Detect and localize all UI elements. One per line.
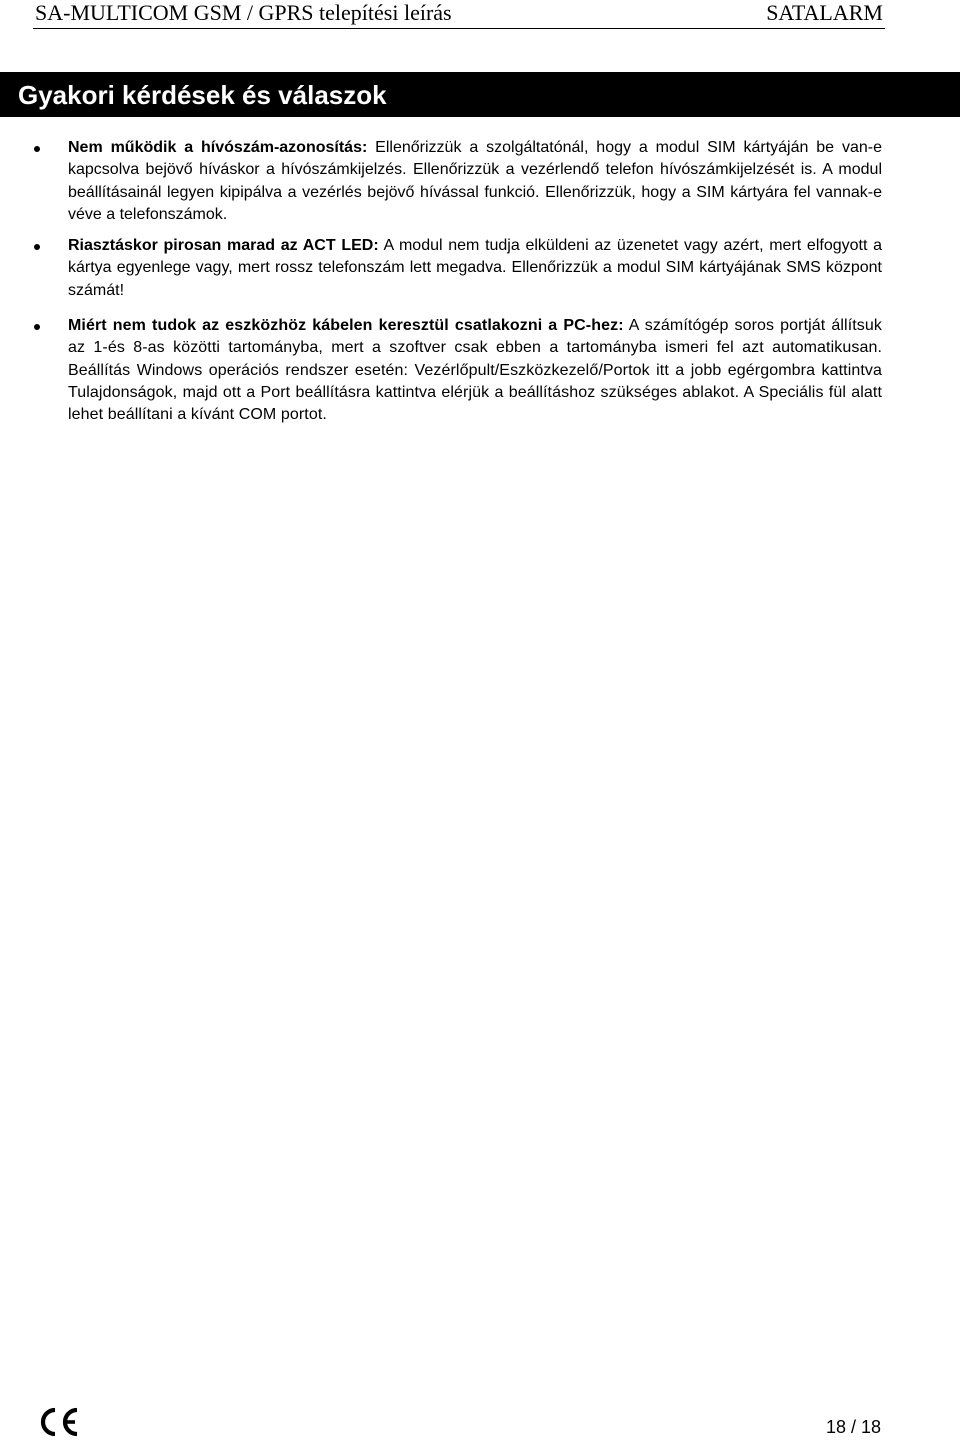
page-footer — [0, 1395, 960, 1440]
bullet-icon — [34, 324, 40, 330]
bullet-icon — [34, 244, 40, 250]
faq-item — [68, 235, 882, 302]
bullet-icon — [34, 146, 40, 152]
section-heading-bar — [0, 72, 960, 117]
faq-item — [68, 137, 882, 226]
faq-item — [68, 315, 882, 426]
faq-answer: A modul nem tudja elküldeni az üzenetet vagy azért, mert elfogyott a kártya egyenlege vagy, mert rossz telefonszám lett megadva. Ellenőrizzük a modul SIM kártyájának SMS központ számát! — [68, 237, 883, 299]
faq-question: Nem működik a hívószám-azonosítás: — [68, 139, 368, 156]
section-title: Gyakori kérdések és válaszok — [18, 80, 387, 110]
running-header — [33, 0, 885, 29]
ce-mark-icon — [38, 1407, 82, 1437]
faq-question: Miért nem tudok az eszközhöz kábelen keresztül csatlakozni a PC-hez: — [68, 317, 624, 334]
page-number: 18 / 18 — [825, 1417, 881, 1437]
faq-answer: A számítógép soros portját állítsuk az 1-és 8-as közötti tartományba, mert a szoftver csak ebben a tartományba ismeri fel azt automatikusan. Beállítás Windows operációs rendszer esetén: Vezérlőpult/Eszközkezelő/Portok itt a jobb egérgombra kattintva Tulajdonságok, majd ott a Port beállításra kattintva elérjük a beállításhoz szükséges ablakot. A Speciális fül alatt lehet beállítani a kívánt COM portot. — [68, 317, 882, 424]
faq-question: Riasztáskor pirosan marad az ACT LED: — [68, 237, 379, 254]
brand-name: SATALARM — [766, 0, 883, 25]
document-title: SA-MULTICOM GSM / GPRS telepítési leírás — [35, 0, 452, 25]
faq-answer: Ellenőrizzük a szolgáltatónál, hogy a modul SIM kártyáján be van-e kapcsolva bejövő híváskor a hívószámkijelzés. Ellenőrizzük a vezérlendő telefon hívószámkijelzését is. A modul beállításainál legyen kipipálva a vezérlés bejövő hívással funkció. Ellenőrizzük, hogy a SIM kártyára fel vannak-e véve a telefonszámok. — [68, 139, 882, 223]
